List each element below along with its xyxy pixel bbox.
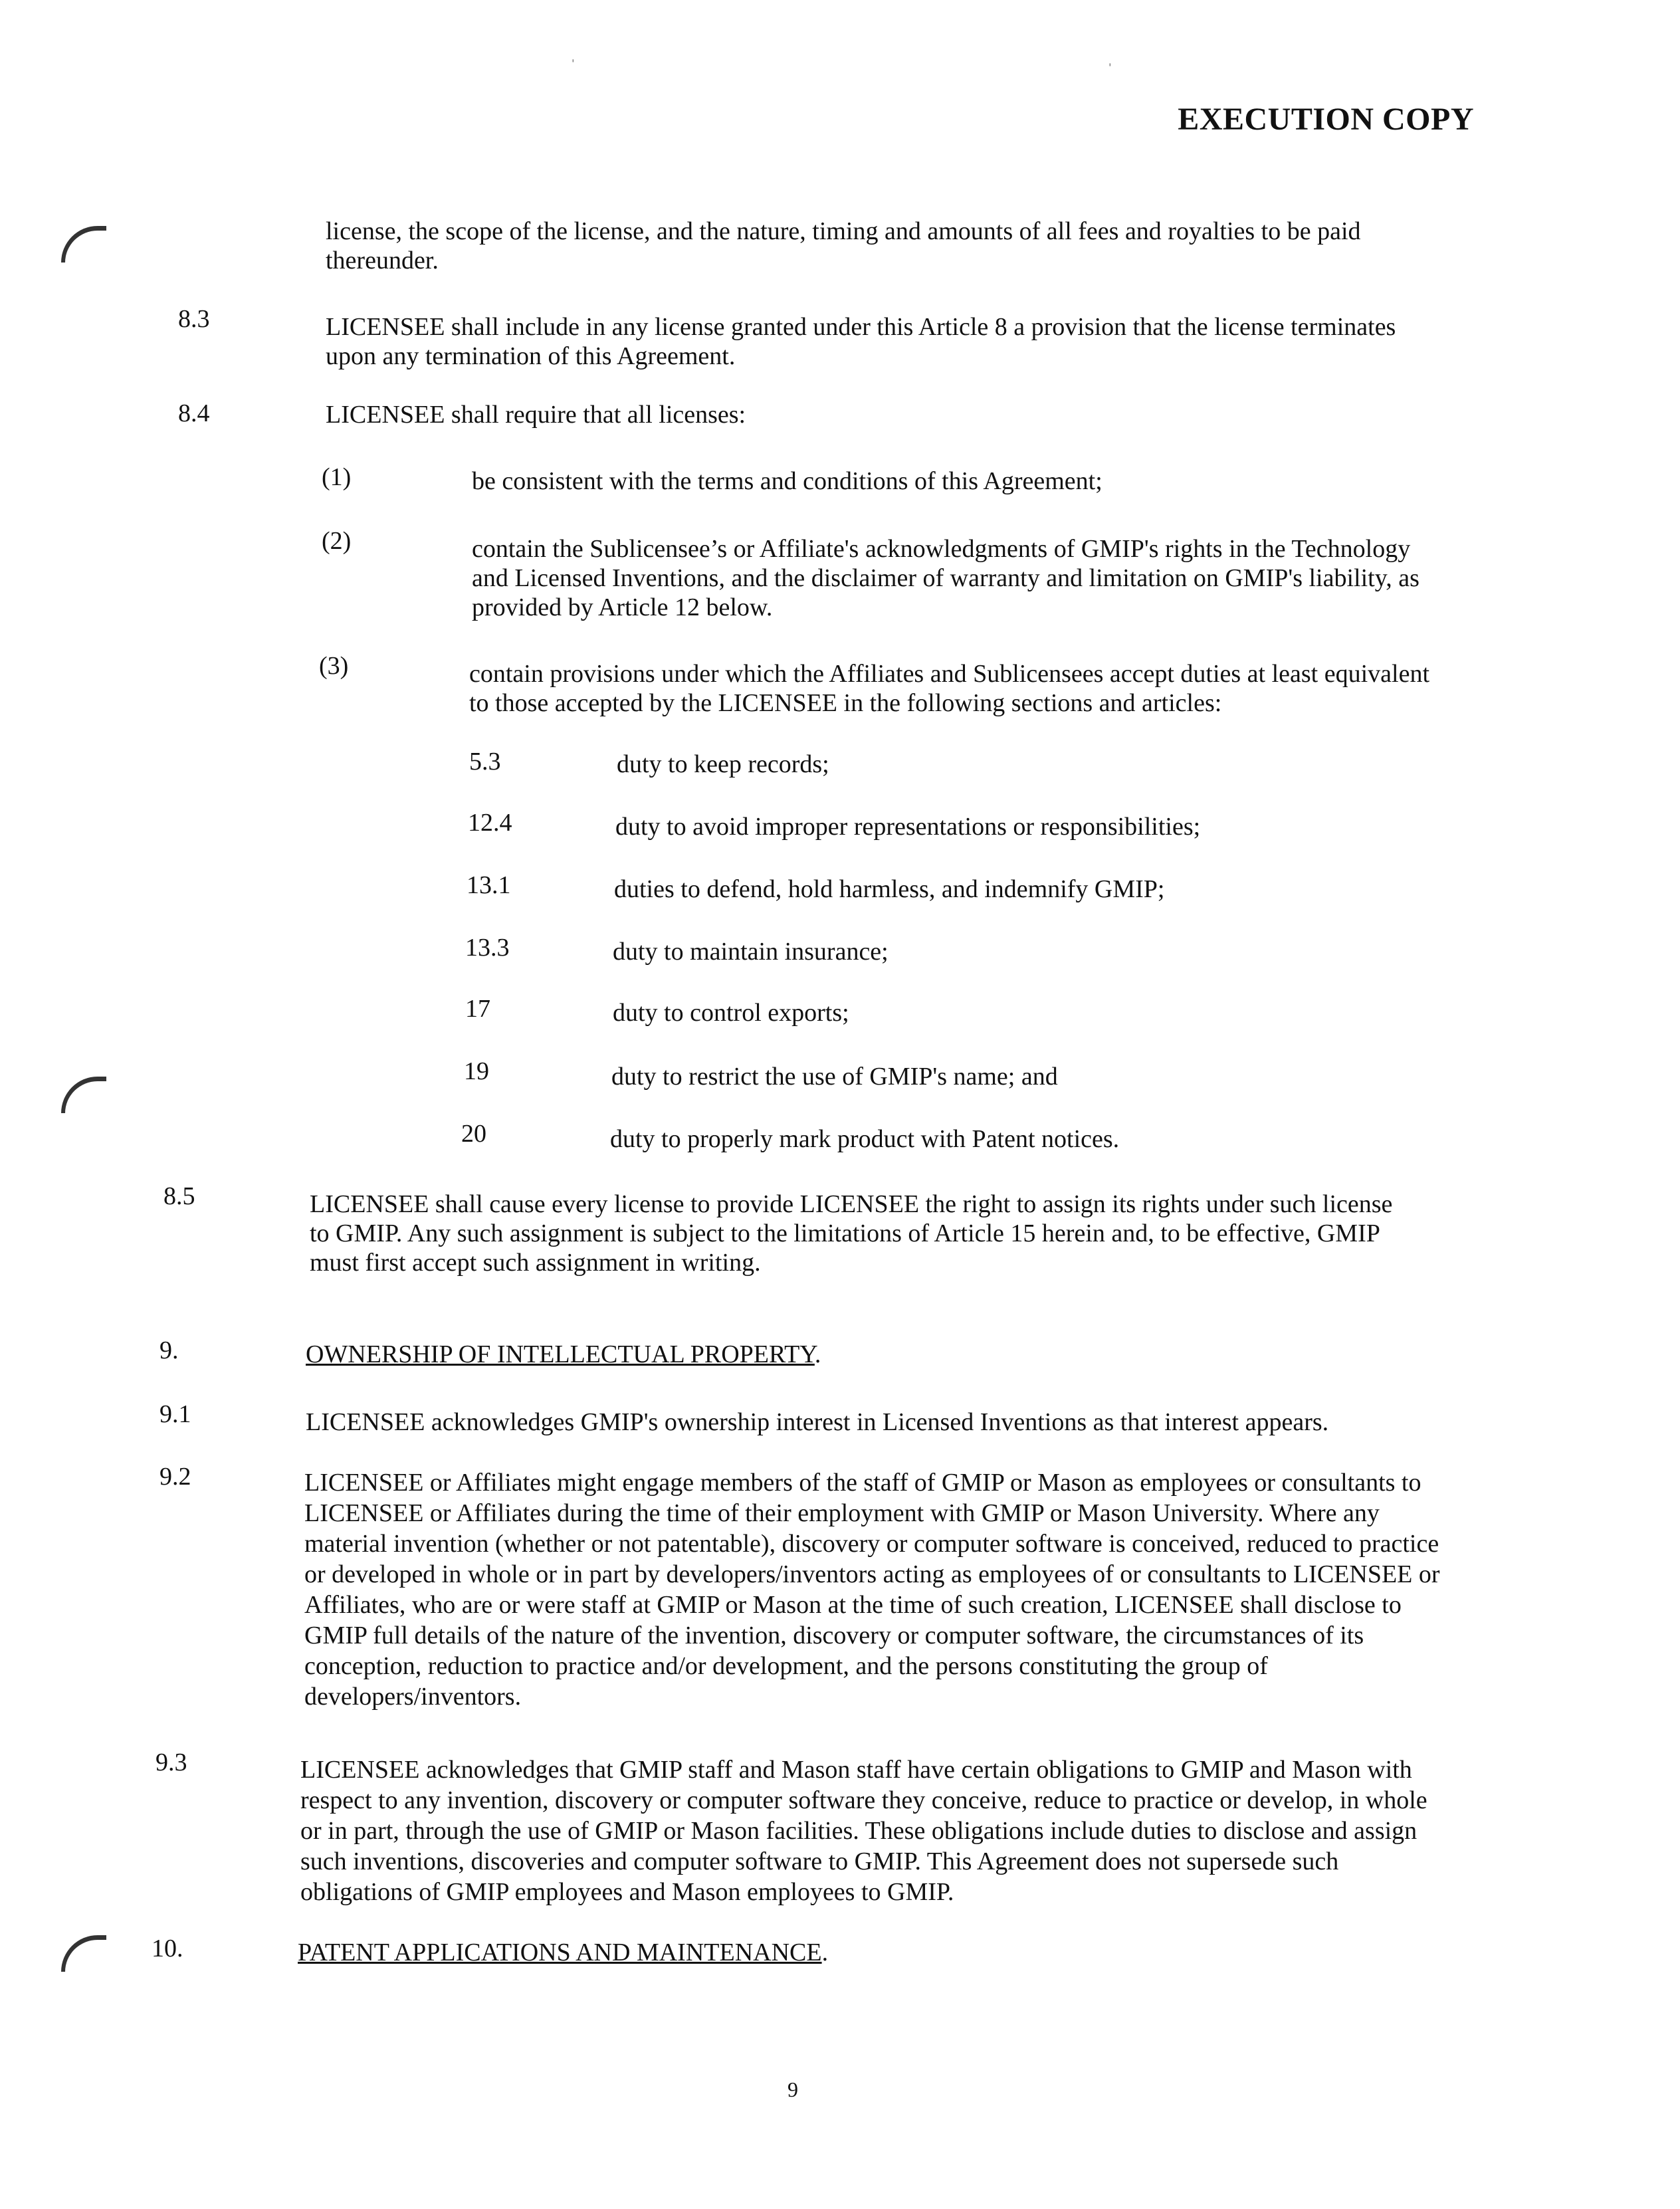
duty-ref: 19 [464, 1057, 489, 1085]
section-9-2-text: LICENSEE or Affiliates might engage members of the staff of GMIP or Mason as employees or consultants to LICENSEE or Affiliates during the time of their employment with GMIP or Mason University. Where any material invention (whether or not patentable), discovery or computer software is conceived, reduced to practice or developed in whole or in part by developers/inventors acting as employees of or consultants to LICENSEE or Affiliates, who are or were staff at GMIP or Mason at the time of such creation, LICENSEE shall disclose to GMIP full details of the nature of the invention, discovery or computer software, the circumstances of its conception, reduction to practice and/or development, and the persons constituting the group of developers/inventors. [304, 1469, 1440, 1711]
duty-text: duties to defend, hold harmless, and indemnify GMIP; [614, 875, 1165, 903]
section-9-2-number: 9.2 [159, 1463, 191, 1491]
section-9-title: OWNERSHIP OF INTELLECTUAL PROPERTY [306, 1340, 815, 1368]
item-1-text: be consistent with the terms and conditions of this Agreement; [472, 467, 1102, 495]
section-9-period: . [814, 1340, 821, 1368]
section-9-1-number: 9.1 [159, 1400, 191, 1428]
section-8-3-number: 8.3 [178, 305, 210, 333]
section-9-number: 9. [159, 1336, 179, 1364]
section-10-number: 10. [152, 1935, 183, 1962]
section-9-1-text: LICENSEE acknowledges GMIP's ownership interest in Licensed Inventions as that interest appears. [306, 1408, 1329, 1436]
punch-hole-mark-icon [61, 1935, 106, 1972]
duty-ref: 13.3 [465, 934, 510, 962]
duty-ref: 5.3 [469, 748, 501, 776]
section-10-period: . [821, 1939, 829, 1966]
intro-continuation: license, the scope of the license, and the nature, timing and amounts of all fees and royalties to be paid thereunder. [326, 217, 1361, 274]
duty-ref: 17 [465, 995, 490, 1023]
duty-text: duty to avoid improper representations or responsibilities; [615, 813, 1201, 841]
item-2-label: (2) [322, 527, 352, 555]
duty-ref: 13.1 [467, 871, 511, 899]
scan-speck-icon: ˈ [570, 56, 576, 76]
duty-text: duty to restrict the use of GMIP's name; and [611, 1063, 1058, 1091]
item-1-label: (1) [322, 463, 352, 491]
section-8-4-number: 8.4 [178, 399, 210, 427]
scan-speck-icon: ˈ [1107, 60, 1113, 80]
page-number: 9 [788, 2077, 798, 2101]
item-3-label: (3) [319, 652, 349, 680]
duty-text: duty to control exports; [613, 999, 849, 1027]
duty-ref: 20 [461, 1120, 486, 1148]
section-9-heading [306, 1340, 821, 1369]
section-8-4-text: LICENSEE shall require that all licenses: [326, 401, 746, 429]
duty-text: duty to keep records; [617, 750, 829, 778]
section-10-heading [298, 1938, 828, 1967]
section-8-3-text: LICENSEE shall include in any license granted under this Article 8 a provision that the license terminates upon any termination of this Agreement. [326, 313, 1396, 370]
punch-hole-mark-icon [61, 1077, 106, 1113]
document-header: EXECUTION COPY [1178, 102, 1474, 137]
section-8-5-text: LICENSEE shall cause every license to provide LICENSEE the right to assign its rights under such license to GMIP. Any such assignment is subject to the limitations of Article 15 herein and, to be effective, GMIP must first accept such assignment in writing. [310, 1190, 1393, 1277]
duty-text: duty to properly mark product with Patent notices. [610, 1125, 1120, 1153]
section-8-5-number: 8.5 [163, 1182, 195, 1210]
item-3-text: contain provisions under which the Affiliates and Sublicensees accept duties at least equivalent to those accepted by the LICENSEE in the following sections and articles: [469, 660, 1430, 717]
duty-text: duty to maintain insurance; [613, 938, 889, 966]
section-10-title: PATENT APPLICATIONS AND MAINTENANCE [298, 1939, 822, 1966]
item-2-text: contain the Sublicensee’s or Affiliate's acknowledgments of GMIP's rights in the Technology and Licensed Inventions, and the disclaimer of warranty and limitation on GMIP's liability, as provided by Article 12 below. [472, 535, 1419, 621]
punch-hole-mark-icon [61, 226, 106, 263]
duty-ref: 12.4 [468, 809, 512, 837]
section-9-3-number: 9.3 [156, 1748, 187, 1776]
section-9-3-text: LICENSEE acknowledges that GMIP staff and Mason staff have certain obligations to GMIP and Mason with respect to any invention, discovery or computer software they conceive, reduce to practice or develop, in whole or in part, through the use of GMIP or Mason facilities. These obligations include duties to disclose and assign such inventions, discoveries and computer software to GMIP. This Agreement does not supersede such obligations of GMIP employees and Mason employees to GMIP. [300, 1756, 1427, 1906]
